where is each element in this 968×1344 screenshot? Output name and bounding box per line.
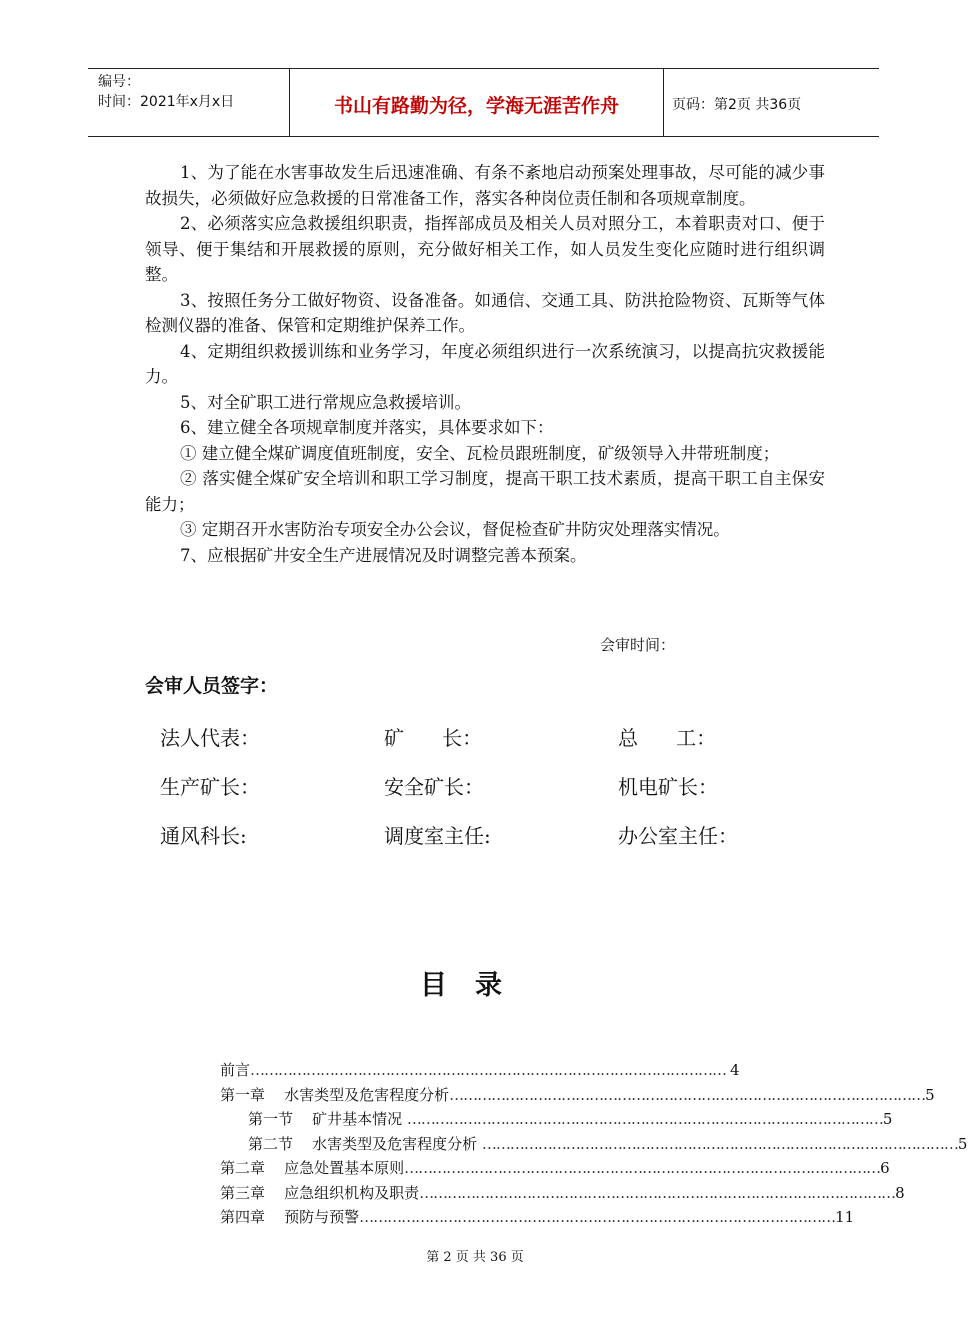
toc-item[interactable]: 第三章 应急组织机构及职责 ………………………………………………………………………………………… 8 bbox=[220, 1181, 740, 1206]
toc-item-page: 4 bbox=[730, 1061, 740, 1079]
toc-item-page: 5 bbox=[925, 1085, 935, 1104]
toc-item-page: 8 bbox=[895, 1183, 905, 1202]
toc-item-title: 第二节 水害类型及危害程度分析 bbox=[248, 1134, 482, 1153]
toc-title: 目录 bbox=[420, 970, 530, 1001]
toc-item[interactable]: 前言 ………………………………………………………………………………………… 4 bbox=[220, 1058, 740, 1083]
page-footer: 第 2 页 共 36 页 bbox=[426, 1250, 524, 1265]
paragraph-6: 6、建立健全各项规章制度并落实，具体要求如下： bbox=[180, 418, 554, 437]
signature-safety-director: 安全矿长： bbox=[384, 775, 484, 799]
page-label: 页码：第2页 共36页 bbox=[672, 97, 802, 113]
table-of-contents bbox=[220, 1058, 968, 1230]
signature-title: 会审人员签字： bbox=[145, 675, 279, 697]
body-text bbox=[145, 160, 825, 568]
toc-item[interactable]: 第二章 应急处置基本原则 ………………………………………………………………………………………… 6 bbox=[220, 1156, 740, 1181]
signature-mine-director: 矿 长： bbox=[384, 726, 483, 750]
signature-office-director: 办公室主任： bbox=[618, 824, 738, 848]
paragraph-7: 7、应根据矿井安全生产进展情况及时调整完善本预案。 bbox=[180, 545, 587, 565]
toc-item-title: 第一章 水害类型及危害程度分析 bbox=[220, 1085, 450, 1104]
paragraph-6-item-2: ② 落实健全煤矿安全培训和职工学习制度，提高干职工技术素质，提高干职工自主保安能力； bbox=[145, 469, 825, 514]
signature-ventilation-chief: 通风科长: bbox=[160, 824, 247, 848]
toc-item-title: 第二章 应急处置基本原则 bbox=[220, 1159, 405, 1177]
header-page-cell bbox=[664, 69, 879, 136]
motto-text: 书山有路勤为径，学海无涯苦作舟 bbox=[333, 95, 619, 117]
toc-item[interactable]: 第一节 矿井基本情况 ………………………………………………………………………………………… 5 bbox=[220, 1107, 740, 1132]
paragraph-6-item-1: ① 建立健全煤矿调度值班制度，安全、瓦检员跟班制度，矿级领导入井带班制度； bbox=[180, 443, 780, 463]
paragraph-1: 1、为了能在水害事故发生后迅速准确、有条不紊地启动预案处理事故，尽可能的减少事故损失，必须做好应急救援的日常准备工作，落实各种岗位责任制和各项规章制度。 bbox=[145, 163, 825, 208]
signature-legal-rep: 法人代表： bbox=[160, 726, 260, 750]
signature-chief-engineer: 总 工： bbox=[618, 726, 717, 750]
toc-item-title: 第三章 应急组织机构及职责 bbox=[220, 1183, 420, 1202]
toc-item-page: 11 bbox=[835, 1208, 855, 1226]
toc-item-page: 6 bbox=[880, 1159, 890, 1177]
toc-item[interactable]: 第一章 水害类型及危害程度分析 ………………………………………………………………………………………… 5 bbox=[220, 1083, 740, 1108]
document-header bbox=[88, 68, 879, 137]
paragraph-6-item-3: ③ 定期召开水害防治专项安全办公会议，督促检查矿井防灾处理落实情况。 bbox=[180, 520, 730, 539]
toc-item[interactable]: 第四章 预防与预警 ………………………………………………………………………………………… 11 bbox=[220, 1205, 740, 1230]
paragraph-5: 5、对全矿职工进行常规应急救援培训。 bbox=[180, 392, 471, 412]
signature-dispatch-director: 调度室主任: bbox=[384, 824, 491, 848]
date-label: 时间：2021年x月x日 bbox=[98, 94, 235, 110]
header-info-cell bbox=[88, 69, 290, 136]
header-motto-cell bbox=[290, 69, 664, 136]
paragraph-2: 2、必须落实应急救援组织职责，指挥部成员及相关人员对照分工，本着职责对口、便于领导、便于集结和开展救援的原则，充分做好相关工作，如人员发生变化应随时进行组织调整。 bbox=[145, 214, 825, 284]
signature-electromech-director: 机电矿长： bbox=[618, 775, 718, 799]
toc-item-page: 5 bbox=[957, 1134, 968, 1153]
toc-item-page: 5 bbox=[882, 1110, 893, 1128]
toc-item-title: 前言 bbox=[220, 1061, 251, 1079]
review-time-label: 会审时间： bbox=[600, 636, 676, 654]
signature-production-director: 生产矿长： bbox=[160, 775, 260, 799]
paragraph-4: 4、定期组织救援训练和业务学习，年度必须组织进行一次系统演习，以提高抗灾救援能力。 bbox=[145, 341, 825, 386]
toc-item-title: 第一节 矿井基本情况 bbox=[248, 1110, 407, 1128]
toc-item-title: 第四章 预防与预警 bbox=[220, 1208, 360, 1226]
paragraph-3: 3、按照任务分工做好物资、设备准备。如通信、交通工具、防洪抢险物资、瓦斯等气体检测仪器的准备、保管和定期维护保养工作。 bbox=[145, 290, 825, 335]
number-label: 编号： bbox=[98, 74, 140, 90]
toc-item[interactable]: 第二节 水害类型及危害程度分析 ………………………………………………………………………………………… 5 bbox=[220, 1132, 740, 1157]
